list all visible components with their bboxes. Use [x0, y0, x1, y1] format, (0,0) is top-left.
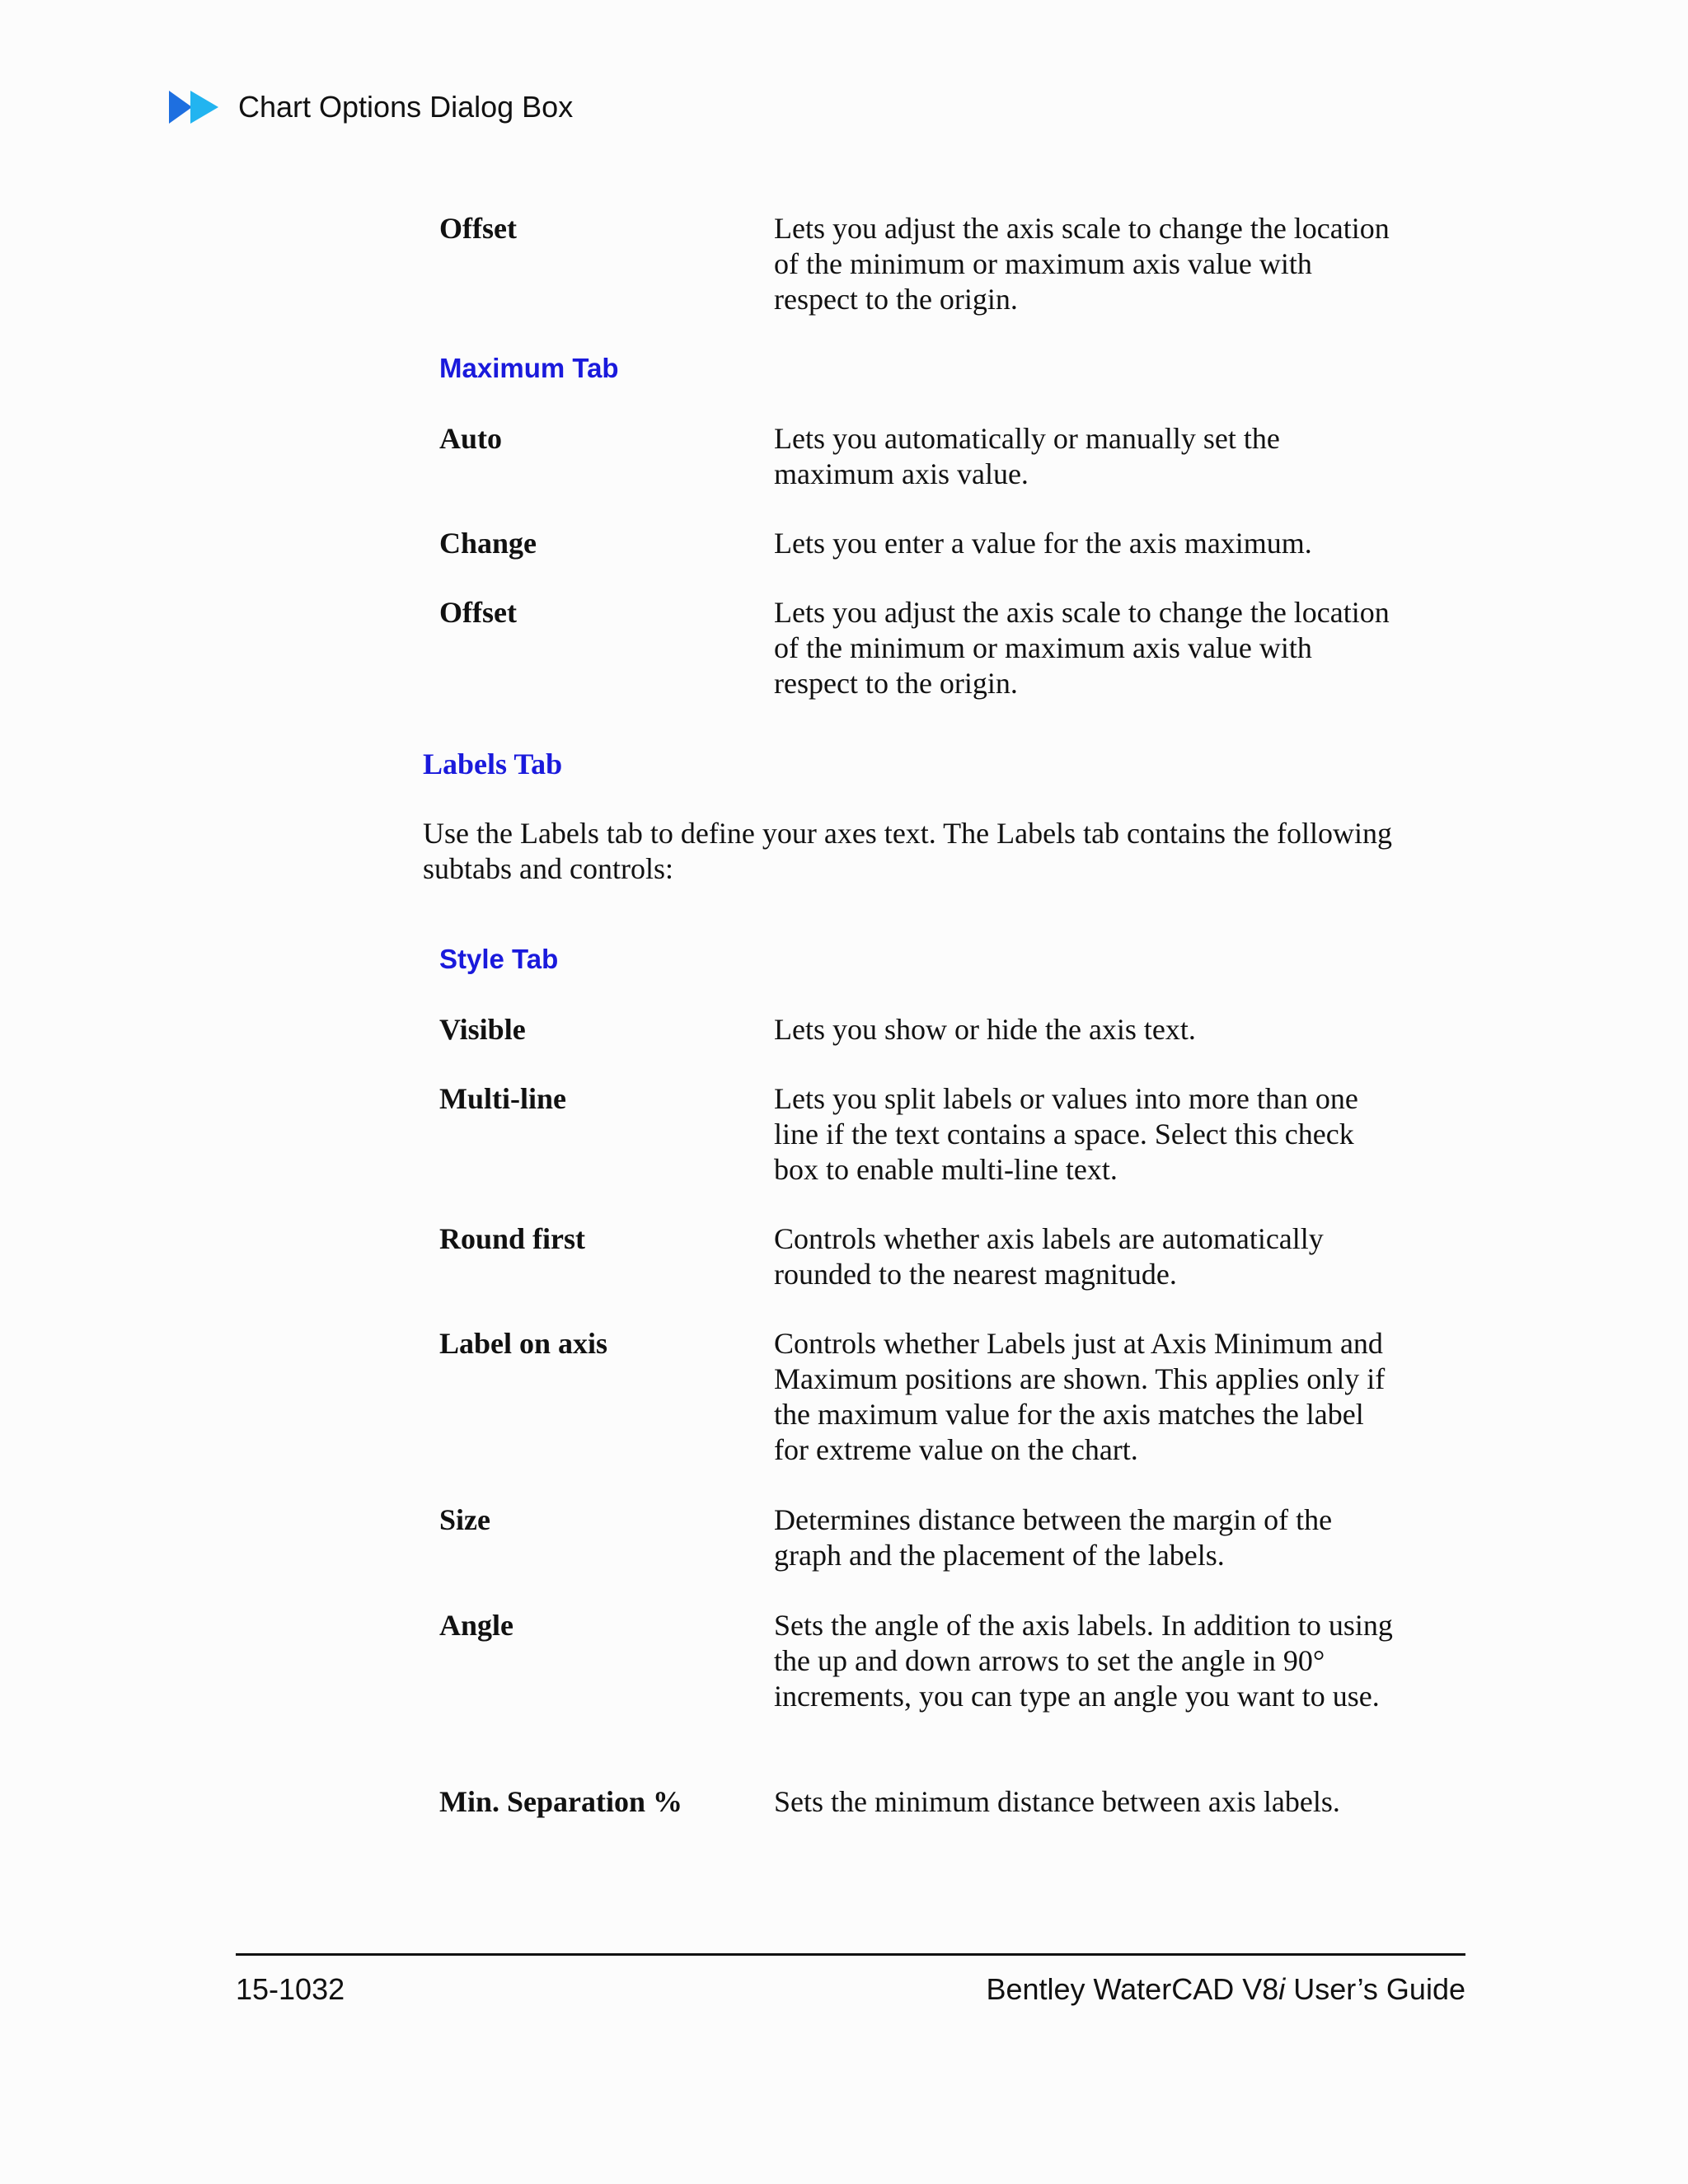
definition-term: Offset: [439, 212, 517, 245]
definition-desc: Lets you adjust the axis scale to change the location of the minimum or maximum axis value with respect to the origin.: [774, 596, 1390, 700]
maximum-tab-heading: Maximum Tab: [439, 353, 619, 383]
definition-term: Multi-line: [439, 1082, 566, 1115]
definition-desc: Sets the angle of the axis labels. In addition to using the up and down arrows to set the angle in 90° increments, you can type an angle you want to use.: [774, 1609, 1393, 1713]
page-header: [169, 89, 573, 125]
definition-term: Label on axis: [439, 1327, 608, 1360]
labels-tab-intro: Use the Labels tab to define your axes text. The Labels tab contains the following subtabs and controls:: [423, 817, 1392, 885]
labels-tab-heading: Labels Tab: [423, 748, 563, 780]
page-number: 15-1032: [236, 1972, 345, 2006]
definition-term: Angle: [439, 1609, 513, 1642]
style-tab-heading: Style Tab: [439, 944, 559, 974]
definition-desc: Lets you automatically or manually set the maximum axis value.: [774, 422, 1280, 490]
definition-term: Change: [439, 527, 537, 560]
guide-title-prefix: Bentley WaterCAD V8: [986, 1972, 1279, 2006]
definition-desc: Controls whether axis labels are automatically rounded to the nearest magnitude.: [774, 1222, 1324, 1291]
definition-desc: Determines distance between the margin of the graph and the placement of the labels.: [774, 1503, 1333, 1572]
definition-desc: Lets you adjust the axis scale to change the location of the minimum or maximum axis value with respect to the origin.: [774, 212, 1390, 316]
definition-desc: Lets you show or hide the axis text.: [774, 1013, 1196, 1046]
definition-desc: Controls whether Labels just at Axis Minimum and Maximum positions are shown. This applies only if the maximum value for the axis matches the label for extreme value on the chart.: [774, 1327, 1386, 1466]
definition-desc: Sets the minimum distance between axis labels.: [774, 1785, 1340, 1818]
definition-term: Size: [439, 1503, 490, 1536]
definition-desc: Lets you split labels or values into more than one line if the text contains a space. Select this check box to enable multi-line text.: [774, 1082, 1358, 1186]
page-header-title: Chart Options Dialog Box: [238, 90, 574, 124]
guide-title: [986, 1972, 1465, 2007]
definition-term: Offset: [439, 596, 517, 629]
definition-term: Min. Separation %: [439, 1785, 683, 1818]
double-arrow-icon: [169, 89, 222, 125]
guide-title-italic: i: [1278, 1972, 1286, 2006]
footer-divider: [236, 1953, 1465, 1956]
definition-term: Auto: [439, 422, 503, 455]
guide-title-suffix: User’s Guide: [1285, 1972, 1465, 2006]
definition-desc: Lets you enter a value for the axis maximum.: [774, 527, 1312, 560]
definition-term: Round first: [439, 1222, 586, 1255]
definition-term: Visible: [439, 1013, 526, 1046]
